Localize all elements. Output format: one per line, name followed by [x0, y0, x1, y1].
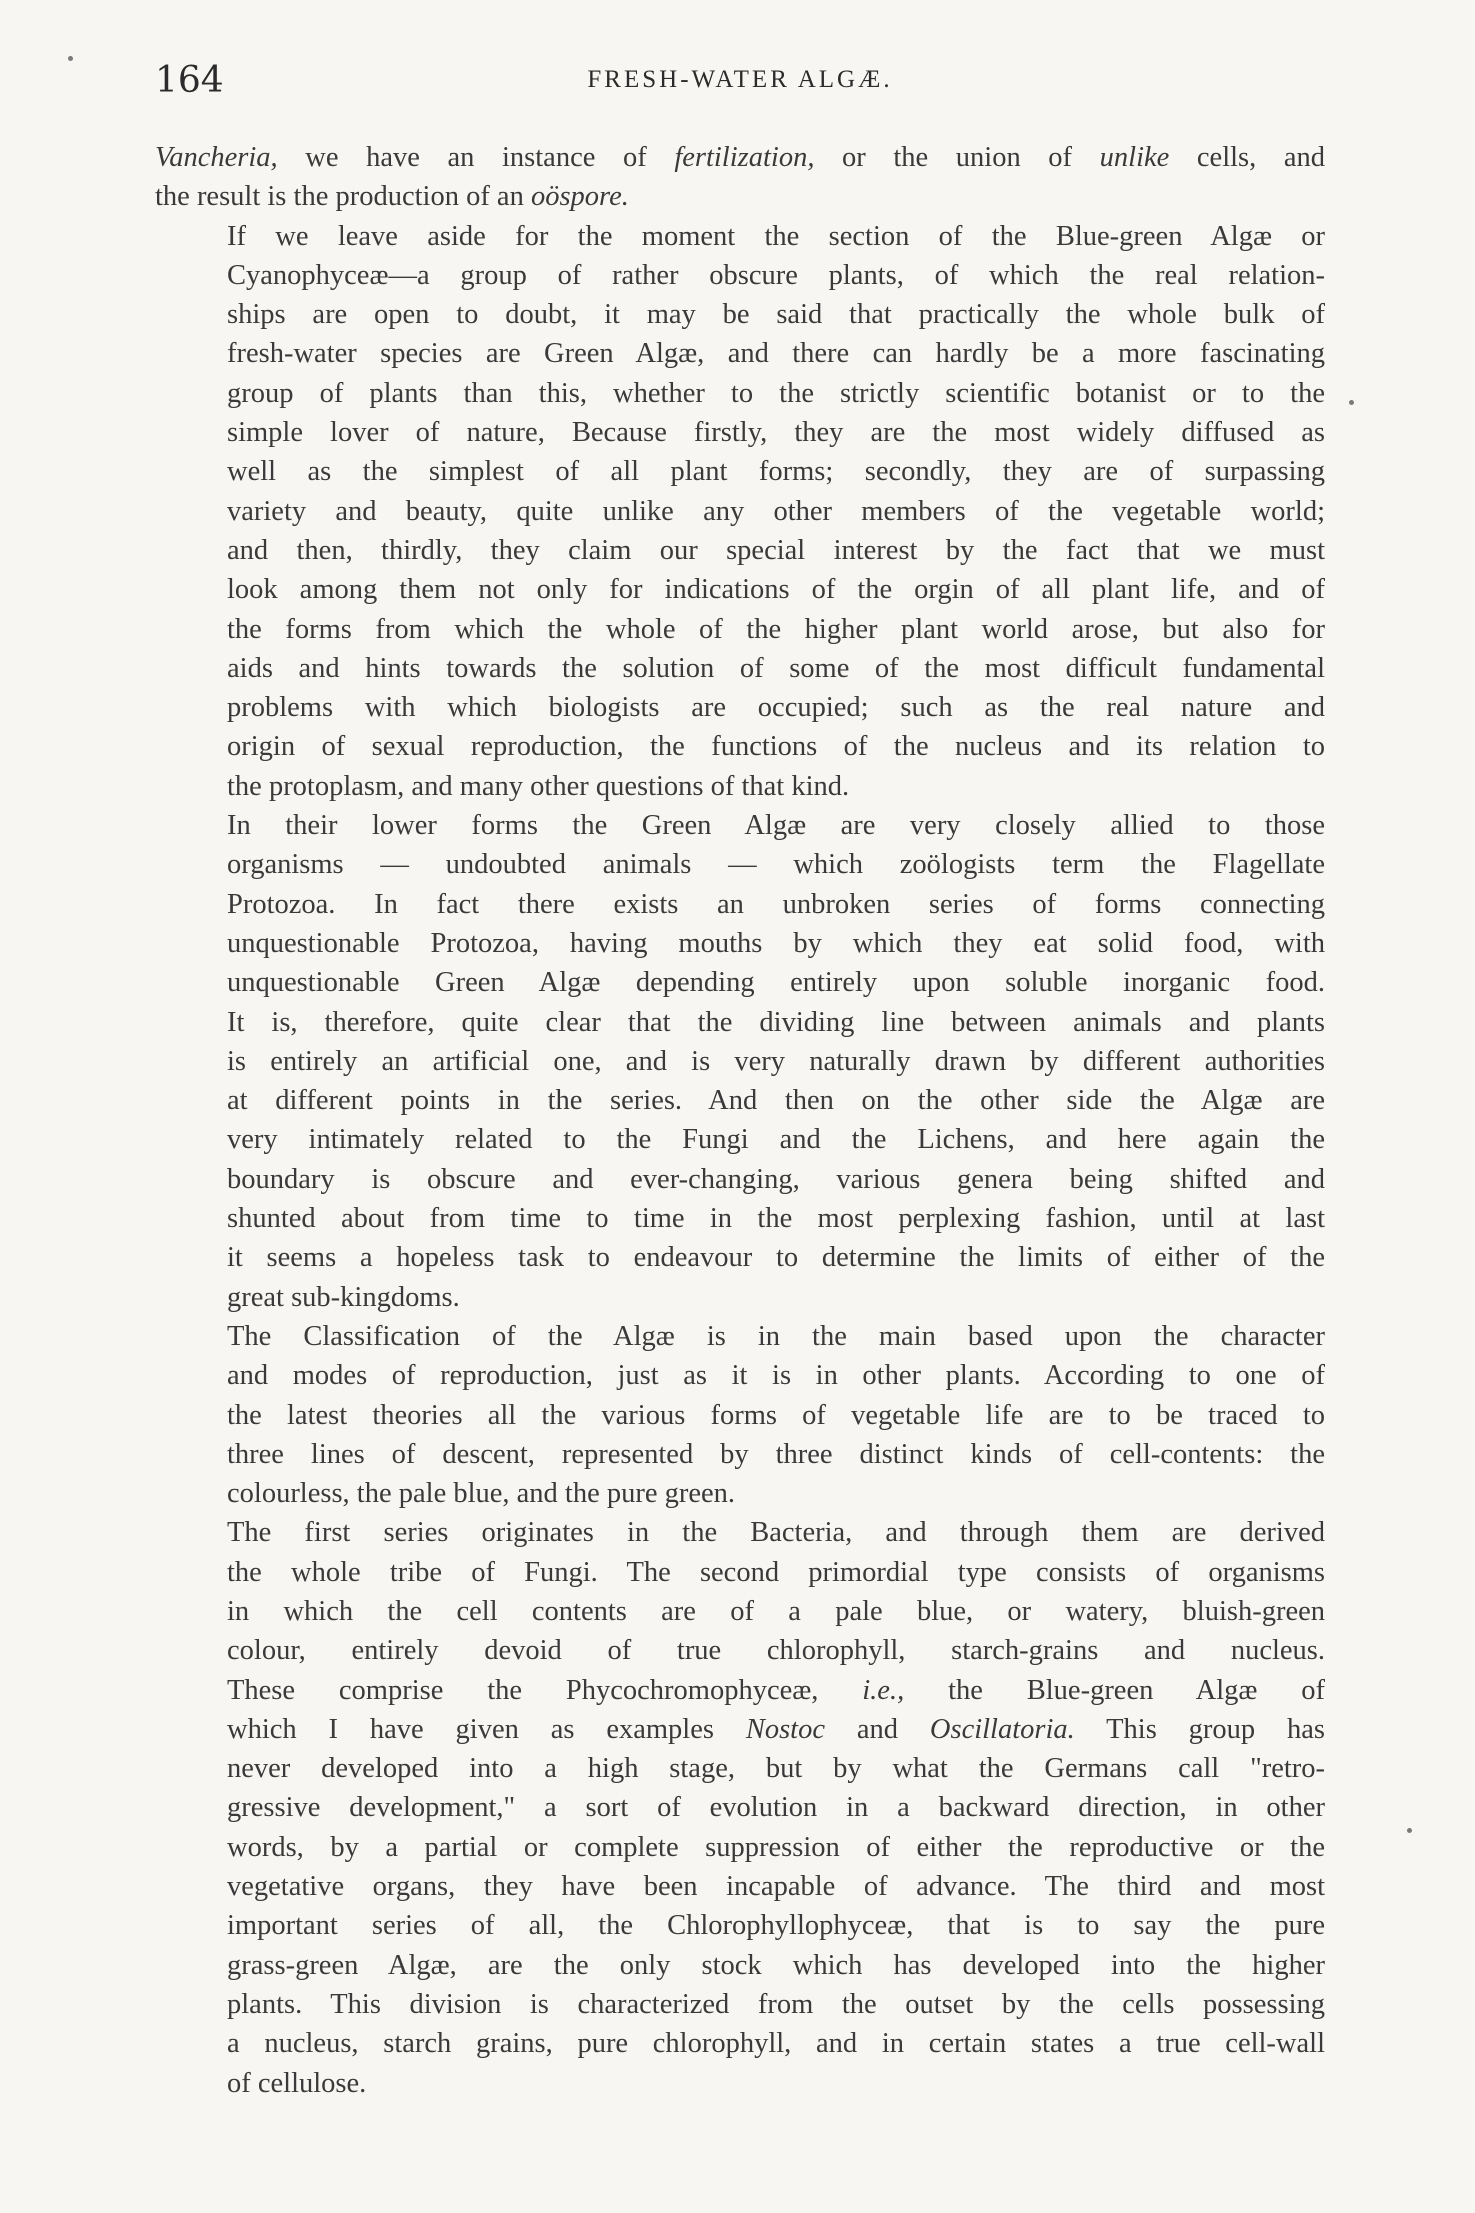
- text-line: vegetative organs, they have been incapable of advance. The third and most: [227, 1871, 1325, 1903]
- text-line: unquestionable Protozoa, having mouths by which they eat solid food, with: [227, 927, 1325, 959]
- text-line: It is, therefore, quite clear that the dividing line between animals and plants: [227, 1006, 1325, 1038]
- text-line: and then, thirdly, they claim our special interest by the fact that we must: [227, 534, 1325, 566]
- text-line: the protoplasm, and many other questions of that kind.: [227, 770, 850, 802]
- text-line: grass-green Algæ, are the only stock which has developed into the higher: [227, 1949, 1325, 1981]
- text-line: problems with which biologists are occupied; such as the real nature and: [227, 692, 1325, 724]
- text-line: is entirely an artificial one, and is very naturally drawn by different authorities: [227, 1045, 1325, 1077]
- text-line: The first series originates in the Bacteria, and through them are derived: [227, 1517, 1325, 1549]
- text-line: three lines of descent, represented by three distinct kinds of cell-contents: the: [227, 1438, 1325, 1470]
- text-line: the result is the production of an oöspore.: [155, 181, 629, 213]
- paragraph-1: [155, 138, 1325, 217]
- body-text: [155, 138, 1325, 2103]
- text-line: unquestionable Green Algæ depending entirely upon soluble inorganic food.: [227, 967, 1325, 999]
- text-line: ships are open to doubt, it may be said that practically the whole bulk of: [227, 299, 1325, 331]
- text-line: plants. This division is characterized from the outset by the cells possessing: [227, 1988, 1325, 2020]
- running-head: [155, 60, 1325, 110]
- text-line: which I have given as examples Nostoc and Oscillatoria. This group has: [227, 1713, 1326, 1745]
- text-line: Protozoa. In fact there exists an unbroken series of forms connecting: [227, 888, 1325, 920]
- text-line: the latest theories all the various forms of vegetable life are to be traced to: [227, 1399, 1325, 1431]
- text-line: Cyanophyceæ—a group of rather obscure plants, of which the real relation-: [227, 259, 1325, 291]
- text-line: organisms — undoubted animals — which zoölogists term the Flagellate: [227, 849, 1325, 881]
- text-line: gressive development," a sort of evolution in a backward direction, in other: [227, 1792, 1325, 1824]
- text-line: The Classification of the Algæ is in the main based upon the character: [227, 1320, 1325, 1352]
- paragraph-5: [155, 1513, 1325, 2102]
- text-line: In their lower forms the Green Algæ are very closely allied to those: [227, 810, 1325, 842]
- paragraph-4: [155, 1317, 1325, 1513]
- text-line: origin of sexual reproduction, the functions of the nucleus and its relation to: [227, 731, 1325, 763]
- text-line: a nucleus, starch grains, pure chlorophyll, and in certain states a true cell-wall: [227, 2028, 1325, 2060]
- text-line: simple lover of nature, Because firstly, they are the most widely diffused as: [227, 417, 1325, 449]
- text-line: variety and beauty, quite unlike any other members of the vegetable world;: [227, 495, 1325, 527]
- text-line: in which the cell contents are of a pale blue, or watery, bluish-green: [227, 1595, 1325, 1627]
- paragraph-3: [155, 806, 1325, 1317]
- text-line: the whole tribe of Fungi. The second primordial type consists of organisms: [227, 1556, 1325, 1588]
- text-line: never developed into a high stage, but by what the Germans call "retro-: [227, 1753, 1325, 1785]
- paragraph-2: [155, 217, 1325, 806]
- text-line: of cellulose.: [227, 2067, 367, 2099]
- text-line: Vancheria, we have an instance of fertilization, or the union of unlike cells, and: [155, 142, 1325, 173]
- text-line: at different points in the series. And then on the other side the Algæ are: [227, 1085, 1325, 1117]
- page-number: 164: [155, 60, 224, 101]
- text-line: shunted about from time to time in the most perplexing fashion, until at last: [227, 1203, 1325, 1235]
- text-line: look among them not only for indications of the orgin of all plant life, and of: [227, 574, 1325, 606]
- text-line: If we leave aside for the moment the section of the Blue-green Algæ or: [227, 220, 1325, 252]
- text-line: words, by a partial or complete suppression of either the reproductive or the: [227, 1831, 1325, 1863]
- text-line: it seems a hopeless task to endeavour to determine the limits of either of the: [227, 1242, 1325, 1274]
- text-line: very intimately related to the Fungi and the Lichens, and here again the: [227, 1124, 1325, 1156]
- text-line: fresh-water species are Green Algæ, and there can hardly be a more fascinating: [227, 338, 1325, 370]
- text-line: well as the simplest of all plant forms; secondly, they are of surpassing: [227, 456, 1325, 488]
- text-line: great sub-kingdoms.: [227, 1281, 460, 1313]
- margin-speck: [68, 56, 73, 61]
- running-title: FRESH-WATER ALGÆ.: [587, 66, 893, 93]
- text-line: group of plants than this, whether to the strictly scientific botanist or to the: [227, 377, 1325, 409]
- text-line: colour, entirely devoid of true chlorophyll, starch-grains and nucleus.: [227, 1635, 1325, 1667]
- margin-speck: [1349, 400, 1354, 405]
- margin-speck: [1407, 1828, 1412, 1833]
- text-line: boundary is obscure and ever-changing, various genera being shifted and: [227, 1163, 1325, 1195]
- text-line: the forms from which the whole of the higher plant world arose, but also for: [227, 613, 1325, 645]
- text-line: and modes of reproduction, just as it is in other plants. According to one of: [227, 1360, 1325, 1392]
- text-line: important series of all, the Chlorophyllophyceæ, that is to say the pure: [227, 1910, 1325, 1942]
- text-line: These comprise the Phycochromophyceæ, i.e., the Blue-green Algæ of: [227, 1674, 1326, 1706]
- text-line: aids and hints towards the solution of some of the most difficult fundamental: [227, 652, 1325, 684]
- text-line: colourless, the pale blue, and the pure green.: [227, 1478, 736, 1510]
